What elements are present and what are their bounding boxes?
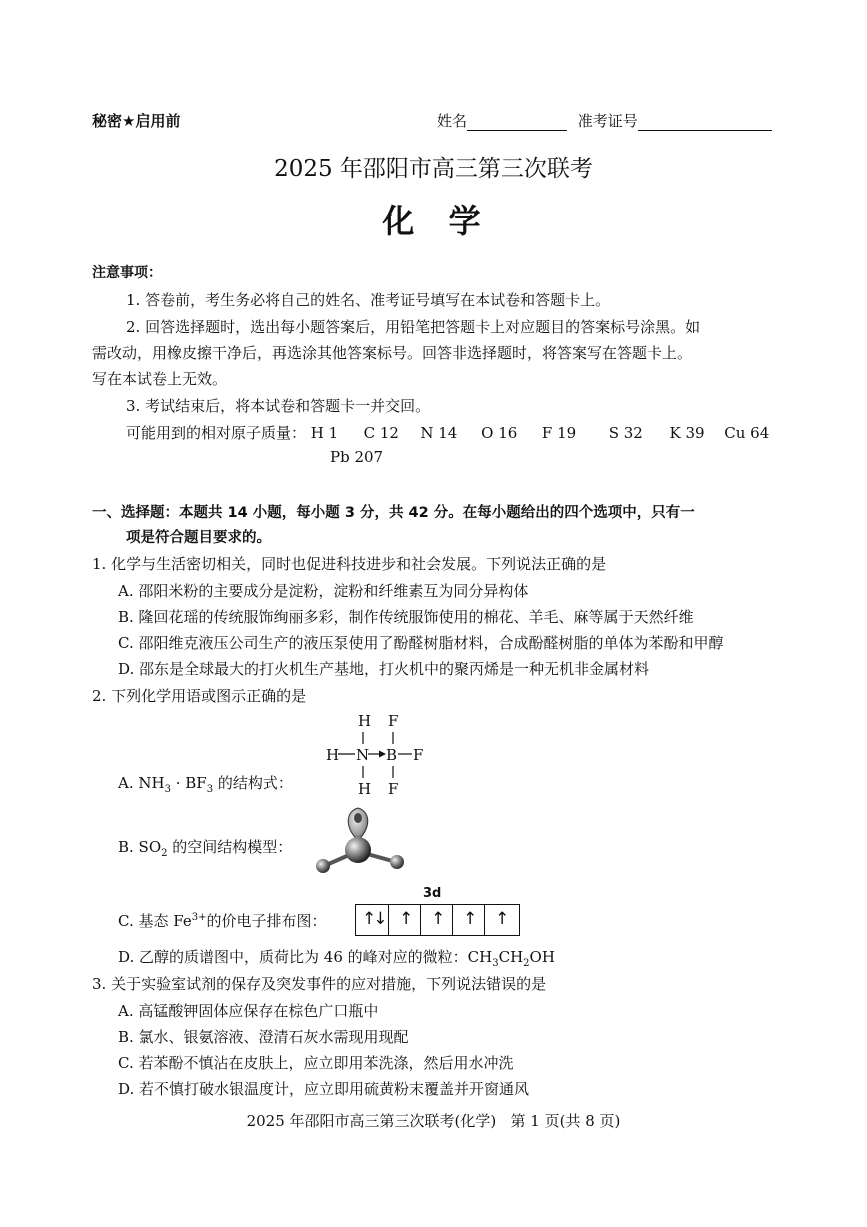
formula-part: B. SO <box>118 838 162 856</box>
section-heading: 一、选择题：本题共 14 小题，每小题 3 分，共 42 分。在每小题给出的四个选项中，只有一 <box>92 505 695 521</box>
q1-option-a: A. 邵阳米粉的主要成分是淀粉，淀粉和纤维素互为同分异构体 <box>118 582 529 600</box>
mass-item: S 32 <box>608 424 643 442</box>
atom-f: F <box>388 780 399 798</box>
lone-pair-electrons <box>354 813 362 823</box>
formula-part: C. 基态 Fe <box>118 912 192 930</box>
q1-option-d: D. 邵东是全球最大的打火机生产基地，打火机中的聚丙烯是一种无机非金属材料 <box>118 660 650 678</box>
formula-part: 的结构式： <box>213 774 293 792</box>
formula-part: A. NH <box>118 774 165 792</box>
arrow-head <box>379 751 386 758</box>
q3-option-c: C. 若苯酚不慎沾在皮肤上，应立即用苯洗涤，然后用水冲洗 <box>118 1054 514 1072</box>
orbital-label: 3d <box>423 886 442 901</box>
name-label: 姓名 <box>437 112 468 130</box>
formula-part: 的空间结构模型： <box>167 838 293 856</box>
masses-label: 可能用到的相对原子质量： <box>126 424 307 442</box>
orbital-box <box>388 905 421 935</box>
name-field <box>437 110 772 131</box>
orbital-diagram <box>355 904 520 936</box>
q1-option-c: C. 邵阳维克液压公司生产的液压泵使用了酚醛树脂材料，合成酚醛树脂的单体为苯酚和甲醇 <box>118 634 724 652</box>
mass-item: N 14 <box>420 424 458 442</box>
q2-option-b <box>118 836 292 859</box>
electron-arrows: ↑ <box>495 909 510 929</box>
atom-h: H <box>326 746 340 764</box>
id-blank <box>638 114 772 131</box>
q3-option-a: A. 高锰酸钾固体应保存在棕色广口瓶中 <box>118 1002 379 1020</box>
formula-sup: 3+ <box>191 912 207 923</box>
mass-item: F 19 <box>541 424 577 442</box>
orbital-box <box>452 905 485 935</box>
question-2-stem: 2. 下列化学用语或图示正确的是 <box>92 687 307 705</box>
atom-f: F <box>413 746 424 764</box>
orbital-box <box>356 905 388 935</box>
notice-item: 2. 回答选择题时，选出每小题答案后，用铅笔把答题卡上对应题目的答案标号涂黑。如 <box>126 318 701 336</box>
notice-item: 1. 答卷前，考生务必将自己的姓名、准考证号填写在本试卷和答题卡上。 <box>126 291 611 309</box>
lone-pair-lobe <box>348 808 368 840</box>
q3-option-b: B. 氯水、银氨溶液、澄清石灰水需现用现配 <box>118 1028 409 1046</box>
notice-heading: 注意事项： <box>92 265 162 281</box>
formula-sub: 2 <box>161 848 168 859</box>
sulfur-atom <box>345 837 371 863</box>
atom-h: H <box>358 712 372 730</box>
formula-sub: 3 <box>492 958 499 969</box>
mass-item: O 16 <box>481 424 518 442</box>
formula-part: · BF <box>170 774 207 792</box>
atom-f: F <box>388 712 399 730</box>
atom-b: B <box>386 746 398 764</box>
atomic-masses <box>126 422 769 443</box>
formula-sub: 3 <box>206 784 214 795</box>
orbital-box <box>484 905 517 935</box>
atom-n: N <box>356 746 370 764</box>
section-heading-cont: 项是符合题目要求的。 <box>126 530 271 546</box>
notice-item: 需改动，用橡皮擦干净后，再选涂其他答案标号。回答非选择题时，将答案写在答题卡上。 <box>92 344 693 362</box>
q3-option-d: D. 若不慎打破水银温度计，应立即用硫黄粉末覆盖并开窗通风 <box>118 1080 530 1098</box>
notice-item: 3. 考试结束后，将本试卷和答题卡一并交回。 <box>126 397 431 415</box>
mass-item: H 1 <box>310 424 339 442</box>
mass-item: C 12 <box>363 424 399 442</box>
mass-item: Pb 207 <box>330 448 384 466</box>
q2-option-d <box>118 946 555 969</box>
atom-h: H <box>358 780 372 798</box>
subject-title: 化 学 <box>382 202 485 240</box>
page-footer: 2025 年邵阳市高三第三次联考(化学) 第 1 页(共 8 页) <box>246 1112 621 1130</box>
orbital-box <box>420 905 453 935</box>
q2-option-c <box>118 910 326 931</box>
notice-item: 写在本试卷上无效。 <box>92 370 228 388</box>
id-label: 准考证号 <box>577 112 638 130</box>
name-blank <box>467 114 567 131</box>
q2-option-a <box>118 772 293 795</box>
electron-arrows: ↑ <box>431 909 446 929</box>
structural-formula <box>318 708 438 800</box>
oxygen-atom <box>316 859 330 873</box>
formula-part: OH <box>529 948 555 966</box>
formula-part: CH <box>498 948 524 966</box>
oxygen-atom <box>390 855 404 869</box>
electron-arrows: ↑↓ <box>362 909 385 929</box>
mass-item: K 39 <box>669 424 705 442</box>
question-1-stem: 1. 化学与生活密切相关，同时也促进科技进步和社会发展。下列说法正确的是 <box>92 555 607 573</box>
formula-sub: 2 <box>523 958 530 969</box>
question-3-stem: 3. 关于实验室试剂的保存及突发事件的应对措施，下列说法错误的是 <box>92 975 547 993</box>
so2-ball-stick-model <box>310 800 410 884</box>
electron-arrows: ↑ <box>399 909 414 929</box>
mass-item: Cu 64 <box>724 424 770 442</box>
formula-sub: 3 <box>164 784 171 795</box>
exam-title: 2025 年邵阳市高三第三次联考 <box>274 156 593 182</box>
confidential-mark: 秘密★启用前 <box>92 112 181 130</box>
formula-part: 的价电子排布图： <box>206 912 327 930</box>
formula-part: D. 乙醇的质谱图中，质荷比为 46 的峰对应的微粒：CH <box>118 948 493 966</box>
q1-option-b: B. 隆回花瑶的传统服饰绚丽多彩，制作传统服饰使用的棉花、羊毛、麻等属于天然纤维 <box>118 608 694 626</box>
electron-arrows: ↑ <box>463 909 478 929</box>
